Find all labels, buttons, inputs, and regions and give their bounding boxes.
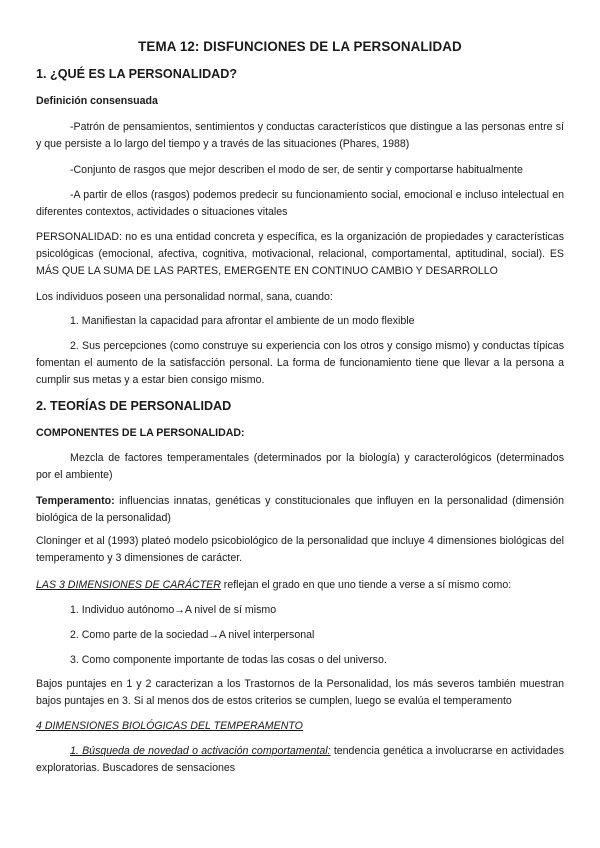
cloninger-paragraph: Cloninger et al (1993) plateó modelo psicobiológico de la personalidad que incluye 4 dimensiones biológicas del temperamento y 3 dimensiones de carácter. — [36, 535, 564, 564]
busqueda-label: 1. Búsqueda de novedad o activación comportamental: — [70, 745, 331, 757]
caracter-label: LAS 3 DIMENSIONES DE CARÁCTER — [36, 579, 221, 591]
caracter-paragraph — [36, 577, 564, 594]
section-1-subheading: Definición consensuada — [36, 95, 158, 107]
caracter-text: reflejan el grado en que uno tiende a verse a sí mismo como: — [220, 579, 512, 591]
bajos-puntajes-paragraph: Bajos puntajes en 1 y 2 caracterizan a los Trastornos de la Personalidad, los más severos también muestran bajos puntajes en 3. Si al menos dos de estos criterios se cumplen, luego se evalúa el temperamento — [36, 678, 564, 707]
temperamento-dimensions-heading — [36, 718, 564, 735]
section-2-subheading: COMPONENTES DE LA PERSONALIDAD: — [36, 427, 245, 439]
temperamento-dimensions-label: 4 DIMENSIONES BIOLÓGICAS DEL TEMPERAMENTO — [36, 720, 303, 732]
busqueda-text: tendencia genética a involucrarse en actividades exploratorias. Buscadores de sensaciones — [36, 745, 564, 774]
temperamento-label: Temperamento: — [36, 495, 115, 507]
definition-2: -Conjunto de rasgos que mejor describen el modo de ser, de sentir y comportarse habitualmente — [70, 164, 523, 176]
temperamento-text: influencias innatas, genéticas y constitucionales que influyen en la personalidad (dimensión biológica de la personalidad) — [36, 495, 564, 524]
componentes-paragraph: Mezcla de factores temperamentales (determinados por la biología) y caracterológicos (determinados por el ambiente) — [36, 452, 564, 481]
caracter-item-1: 1. Individuo autónomo→A nivel de sí mismo — [70, 604, 277, 616]
normal-item-2: 2. Sus percepciones (como construye su experiencia con los otros y consigo mismo) y conductas típicas fomentan el aumento de la satisfacción personal. La forma de funcionamiento tiene que llevar a la persona a cumplir sus metas y a estar bien consigo mismo. — [36, 340, 564, 386]
definition-3: -A partir de ellos (rasgos) podemos predecir su funcionamiento social, emocional e incluso intelectual en diferentes contextos, actividades o situaciones vitales — [36, 189, 564, 218]
section-2-heading: 2. TEORÍAS DE PERSONALIDAD — [36, 399, 232, 413]
normal-intro: Los individuos poseen una personalidad normal, sana, cuando: — [36, 291, 333, 303]
section-1-heading: 1. ¿QUÉ ES LA PERSONALIDAD? — [36, 67, 238, 81]
caracter-item-3: 3. Como componente importante de todas las cosas o del universo. — [70, 654, 387, 666]
normal-item-1: 1. Manifiestan la capacidad para afrontar el ambiente de un modo flexible — [70, 315, 415, 327]
definition-1: -Patrón de pensamientos, sentimientos y conductas característicos que distingue a las personas entre sí y que persiste a lo largo del tiempo y a través de las situaciones (Phares, 1988) — [36, 121, 564, 150]
personalidad-paragraph: PERSONALIDAD: no es una entidad concreta y específica, es la organización de propiedades y características psicológicas (emocional, afectiva, cognitiva, motivacional, relacional, comportamental, aptitudinal, social). ES MÁS QUE LA SUMA DE LAS PARTES, EMERGENTE EN CONTINUO CAMBIO Y DESARROLLO — [36, 231, 564, 277]
busqueda-paragraph — [36, 743, 564, 777]
page-title: TEMA 12: DISFUNCIONES DE LA PERSONALIDAD — [138, 39, 462, 54]
temperamento-paragraph — [36, 493, 564, 527]
caracter-item-2: 2. Como parte de la sociedad→A nivel interpersonal — [70, 629, 315, 641]
